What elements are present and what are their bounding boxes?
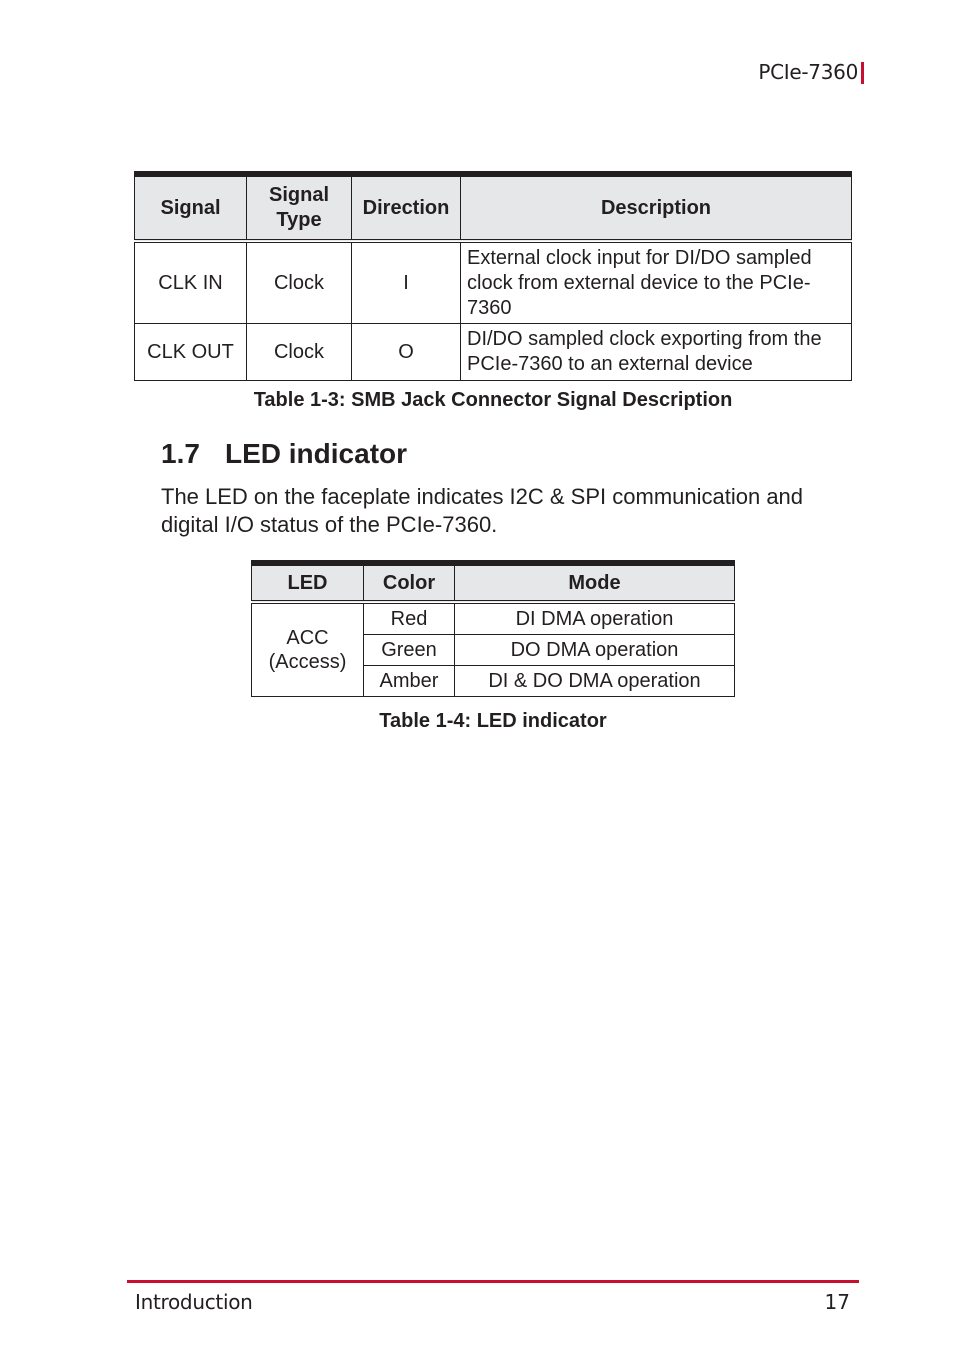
footer-rule [127,1280,859,1283]
smb-signal-table [134,171,852,381]
table-row [135,241,852,324]
cell-led [252,602,364,697]
page-number: 17 [824,1290,850,1314]
col-header-color: Color [364,563,455,602]
table-caption: Table 1-4: LED indicator [379,710,607,732]
table-row [252,602,735,635]
table-header-row [252,563,735,602]
led-name-detail: (Access) [268,651,347,673]
led-indicator-table [251,560,735,697]
cell-signal-type: Clock [247,241,352,324]
cell-color: Green [364,635,455,666]
body-paragraph: The LED on the faceplate indicates I2C & SPI communication and digital I/O status of the PCIe-7360. [161,484,804,537]
cell-color: Amber [364,666,455,697]
footer-chapter: Introduction [135,1290,253,1314]
col-header-signal: Signal [135,174,247,241]
cell-mode: DI DMA operation [455,602,735,635]
col-header-direction: Direction [352,174,461,241]
section-number: 1.7 [161,438,200,469]
cell-mode: DO DMA operation [455,635,735,666]
col-header-description: Description [461,174,852,241]
col-header-signal-type: Signal Type [247,174,352,241]
running-header-title: PCIe-7360 [758,60,858,84]
cell-color: Red [364,602,455,635]
cell-signal: CLK OUT [135,324,247,381]
section-heading [161,438,407,470]
table-header-row [135,174,852,241]
cell-direction: I [352,241,461,324]
col-header-led: LED [252,563,364,602]
header-accent-bar [861,62,864,84]
cell-signal: CLK IN [135,241,247,324]
cell-signal-type: Clock [247,324,352,381]
table-caption: Table 1-3: SMB Jack Connector Signal Description [253,389,733,411]
cell-description: External clock input for DI/DO sampled clock from external device to the PCIe-7360 [461,241,852,324]
cell-description: DI/DO sampled clock exporting from the PCIe-7360 to an external device [461,324,852,381]
led-name: ACC [286,627,329,649]
table-row [135,324,852,381]
col-header-mode: Mode [455,563,735,602]
cell-mode: DI & DO DMA operation [455,666,735,697]
section-title: LED indicator [225,438,408,469]
cell-direction: O [352,324,461,381]
